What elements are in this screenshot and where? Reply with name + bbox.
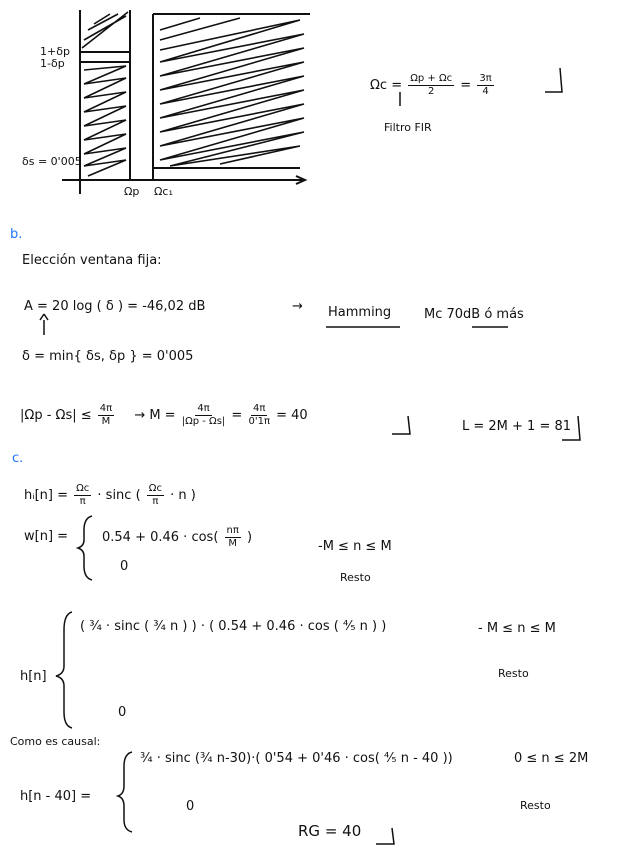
diagram-axes (62, 10, 310, 194)
window-name: Hamming (328, 305, 392, 320)
shifted-h-cond-1: 0 ≤ n ≤ 2M (514, 751, 589, 766)
h-case-2: 0 (118, 705, 127, 720)
h-cond-2: Resto (498, 667, 529, 680)
window-cond-1: -M ≤ n ≤ M (318, 539, 392, 554)
l-result: L = 2M + 1 = 81 (462, 419, 572, 434)
section-b-title: Elección ventana fija: (22, 253, 162, 268)
window-case-1: 0.54 + 0.46 · cos( $\frac{n\pi}{M}$ ) (102, 525, 253, 549)
label-1-minus-dp: 1-δp (40, 57, 65, 70)
label-omega-p: Ωp (124, 185, 140, 198)
fir-note: Filtro FIR (384, 121, 432, 134)
transition-equation: |Ωp - Ωs| ≤ $\frac{4\pi}{M}$ → M = $\frac{4\pi}{|\Omega p - \Omega s|}$ = $\frac{4\pi}{0'1\pi}$ = 40 (20, 403, 308, 427)
h-lhs: h[n] (20, 669, 47, 684)
hs-brace (118, 752, 132, 832)
omega-c-result: $\frac{3\pi}{4}$ (479, 73, 492, 97)
w-brace (78, 516, 92, 580)
label-omega-c1: Ωc₁ (154, 185, 173, 198)
delta-min: δ = min{ δs, δp } = 0'005 (22, 349, 194, 364)
omega-c-lhs: Ωc = (370, 78, 403, 93)
h-case-1: ( ¾ · sinc ( ¾ n ) ) · ( 0.54 + 0.46 · cos ( ⁴⁄₅ n ) ) (80, 619, 387, 634)
window-case-2: 0 (120, 559, 129, 574)
omega-c-result-mark (545, 68, 562, 92)
label-1-plus-dp: 1+δp (40, 45, 70, 58)
omega-c-equation: Ωc = $\frac{\Omega p + \Omega c}{2}$ = $\frac{3\pi}{4}$ (370, 73, 492, 97)
shifted-h-cond-2: Resto (520, 799, 551, 812)
h-cond-1: - M ≤ n ≤ M (478, 621, 556, 636)
shifted-h-case-2: 0 (186, 799, 195, 814)
h-brace (56, 612, 72, 728)
window-cond-2: Resto (340, 571, 371, 584)
rg-result-mark (376, 828, 394, 844)
section-c-label: c. (12, 451, 24, 466)
window-lhs: w[n] = (24, 529, 69, 544)
diagram-hatch (82, 12, 304, 176)
attenuation-formula: A = 20 log ( δ ) = -46,02 dB (24, 299, 206, 314)
m-result-mark (392, 416, 410, 434)
shifted-h-lhs: h[n - 40] = (20, 789, 92, 804)
causal-note: Como es causal: (10, 735, 101, 748)
m-result: = 40 (276, 408, 308, 423)
section-b-label: b. (10, 227, 23, 242)
label-delta-s: δs = 0'005 (22, 155, 82, 168)
group-delay-result: RG = 40 (298, 822, 362, 840)
ideal-impulse-response: hᵢ[n] = $\frac{\Omega c}{\pi}$ · sinc ( $\frac{\Omega c}{\pi}$ · n ) (24, 483, 196, 507)
attenuation-arrow: → (292, 299, 303, 314)
db-note: Mc 70dB ó más (424, 307, 524, 322)
omega-c-fraction: $\frac{\Omega p + \Omega c}{2}$ (410, 73, 453, 97)
shifted-h-case-1: ¾ · sinc (¾ n-30)·( 0'54 + 0'46 · cos( ⁴⁄₅ n - 40 )) (140, 751, 453, 766)
